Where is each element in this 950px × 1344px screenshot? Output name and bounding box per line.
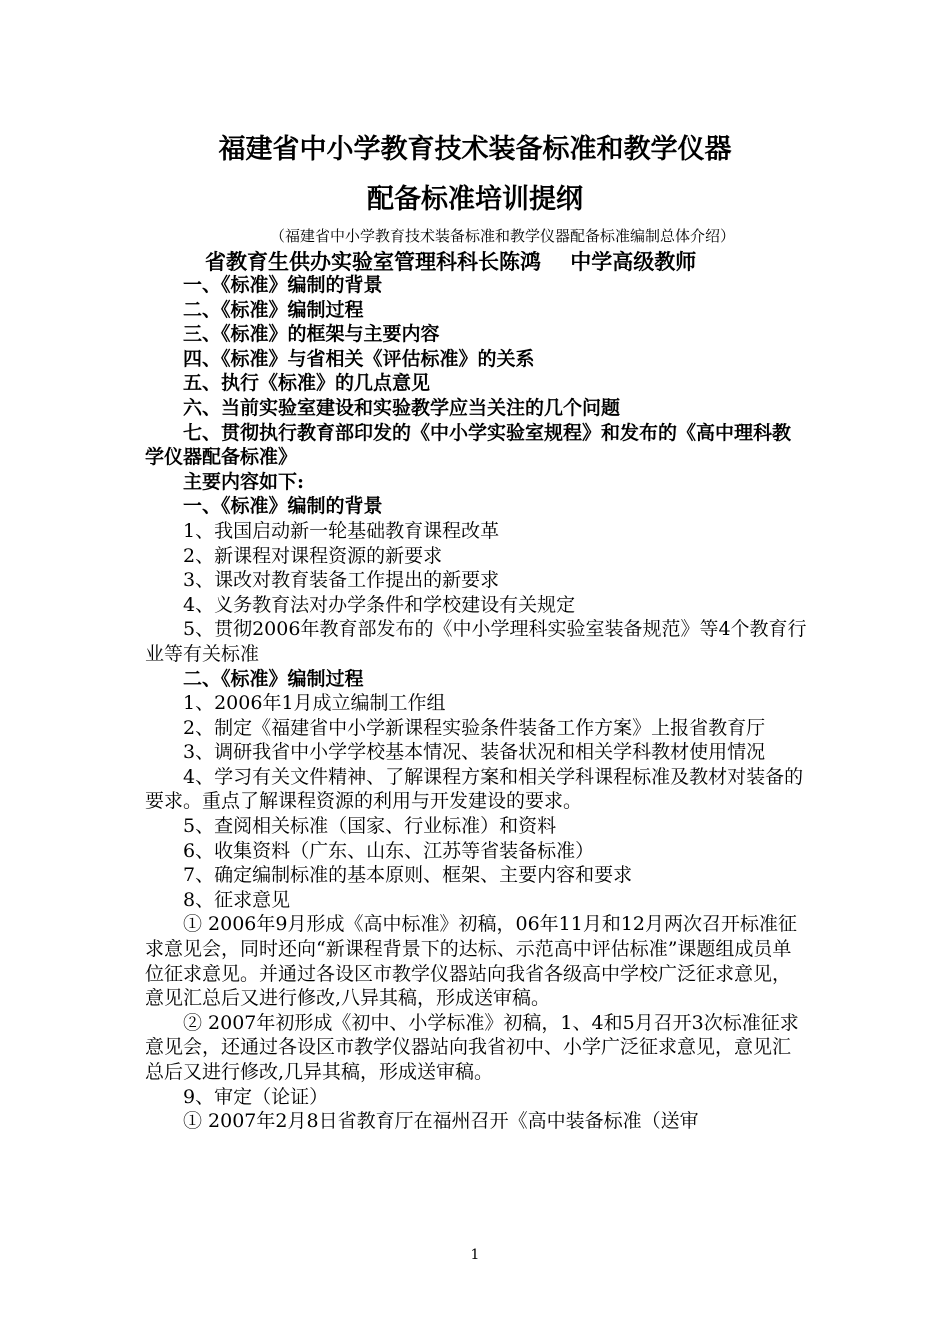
section-2-item: 7、确定编制标准的基本原则、框架、主要内容和要求 [183, 864, 633, 887]
author-line: 省教育生供办实验室管理科科长陈鸿 中学高级教师 [205, 249, 697, 274]
section-2-item: ② 2007年初形成《初中、小学标准》初稿，1、4和5月召开3次标准征求意见会，还通过各设区市教学仪器站向我省初中、小学广泛征求意见，意见汇总后又进行修改,几异其稿，形成送审稿。 [145, 1011, 799, 1083]
subtitle-note: （福建省中小学教育技术装备标准和教学仪器配备标准编制总体介绍） [269, 227, 735, 245]
section-1-item: 2、新课程对课程资源的新要求 [183, 544, 443, 567]
outline-item: 二、《标准》编制过程 [183, 298, 364, 321]
section-1-item: 3、课改对教育装备工作提出的新要求 [183, 569, 500, 592]
outline-item: 一、《标准》编制的背景 [183, 274, 383, 296]
page-number: 1 [470, 1247, 480, 1263]
section-2-item: ① 2007年2月8日省教育厅在福州召开《高中装备标准（送审 [183, 1110, 699, 1133]
section-2-item: 8、征求意见 [183, 888, 291, 911]
outline-item: 五、执行《标准》的几点意见 [183, 372, 431, 395]
outline-item: 四、《标准》与省相关《评估标准》的关系 [183, 347, 535, 370]
main-content-intro: 主要内容如下: [183, 470, 305, 493]
outline-item: 七、贯彻执行教育部印发的《中小学实验室规程》和发布的《高中理科教学仪器配备标准》 [145, 421, 792, 469]
section-2-item: 5、查阅相关标准（国家、行业标准）和资料 [183, 815, 557, 838]
document-title-line-2: 配备标准培训提纲 [367, 184, 583, 215]
section-2-item: 6、收集资料（广东、山东、江苏等省装备标准） [183, 839, 595, 862]
section-2-item: 1、2006年1月成立编制工作组 [183, 692, 446, 715]
section-1-item: 4、义务教育法对办学条件和学校建设有关规定 [183, 593, 576, 616]
section-2-heading: 二、《标准》编制过程 [183, 667, 364, 690]
outline-item: 三、《标准》的框架与主要内容 [183, 323, 440, 346]
section-2-item: 2、制定《福建省中小学新课程实验条件装备工作方案》上报省教育厅 [183, 716, 766, 739]
section-2-item: 3、调研我省中小学学校基本情况、装备状况和相关学科教材使用情况 [183, 741, 766, 764]
section-2-item: ① 2006年9月形成《高中标准》初稿，06年11月和12月两次召开标准征求意见会，同时还向“新课程背景下的达标、示范高中评估标准”课题组成员单位征求意见。并通过各设区市教学仪器站向我省各级高中学校广泛征求意见，意见汇总后又进行修改,八异其稿，形成送审稿。 [145, 913, 798, 1010]
document-title-line-1: 福建省中小学教育技术装备标准和教学仪器 [218, 134, 732, 165]
section-2-item: 9、审定（论证） [183, 1085, 329, 1108]
section-1-item: 5、贯彻2006年教育部发布的《中小学理科实验室装备规范》等4个教育行业等有关标准 [145, 618, 807, 665]
outline-item: 六、当前实验室建设和实验教学应当关注的几个问题 [183, 396, 621, 419]
document-body [145, 273, 807, 1134]
section-1-heading: 一、《标准》编制的背景 [183, 495, 383, 518]
section-1-item: 1、我国启动新一轮基础教育课程改革 [183, 519, 500, 542]
section-2-item: 4、学习有关文件精神、了解课程方案和相关学科课程标准及教材对装备的要求。重点了解课程资源的利用与开发建设的要求。 [145, 765, 804, 813]
